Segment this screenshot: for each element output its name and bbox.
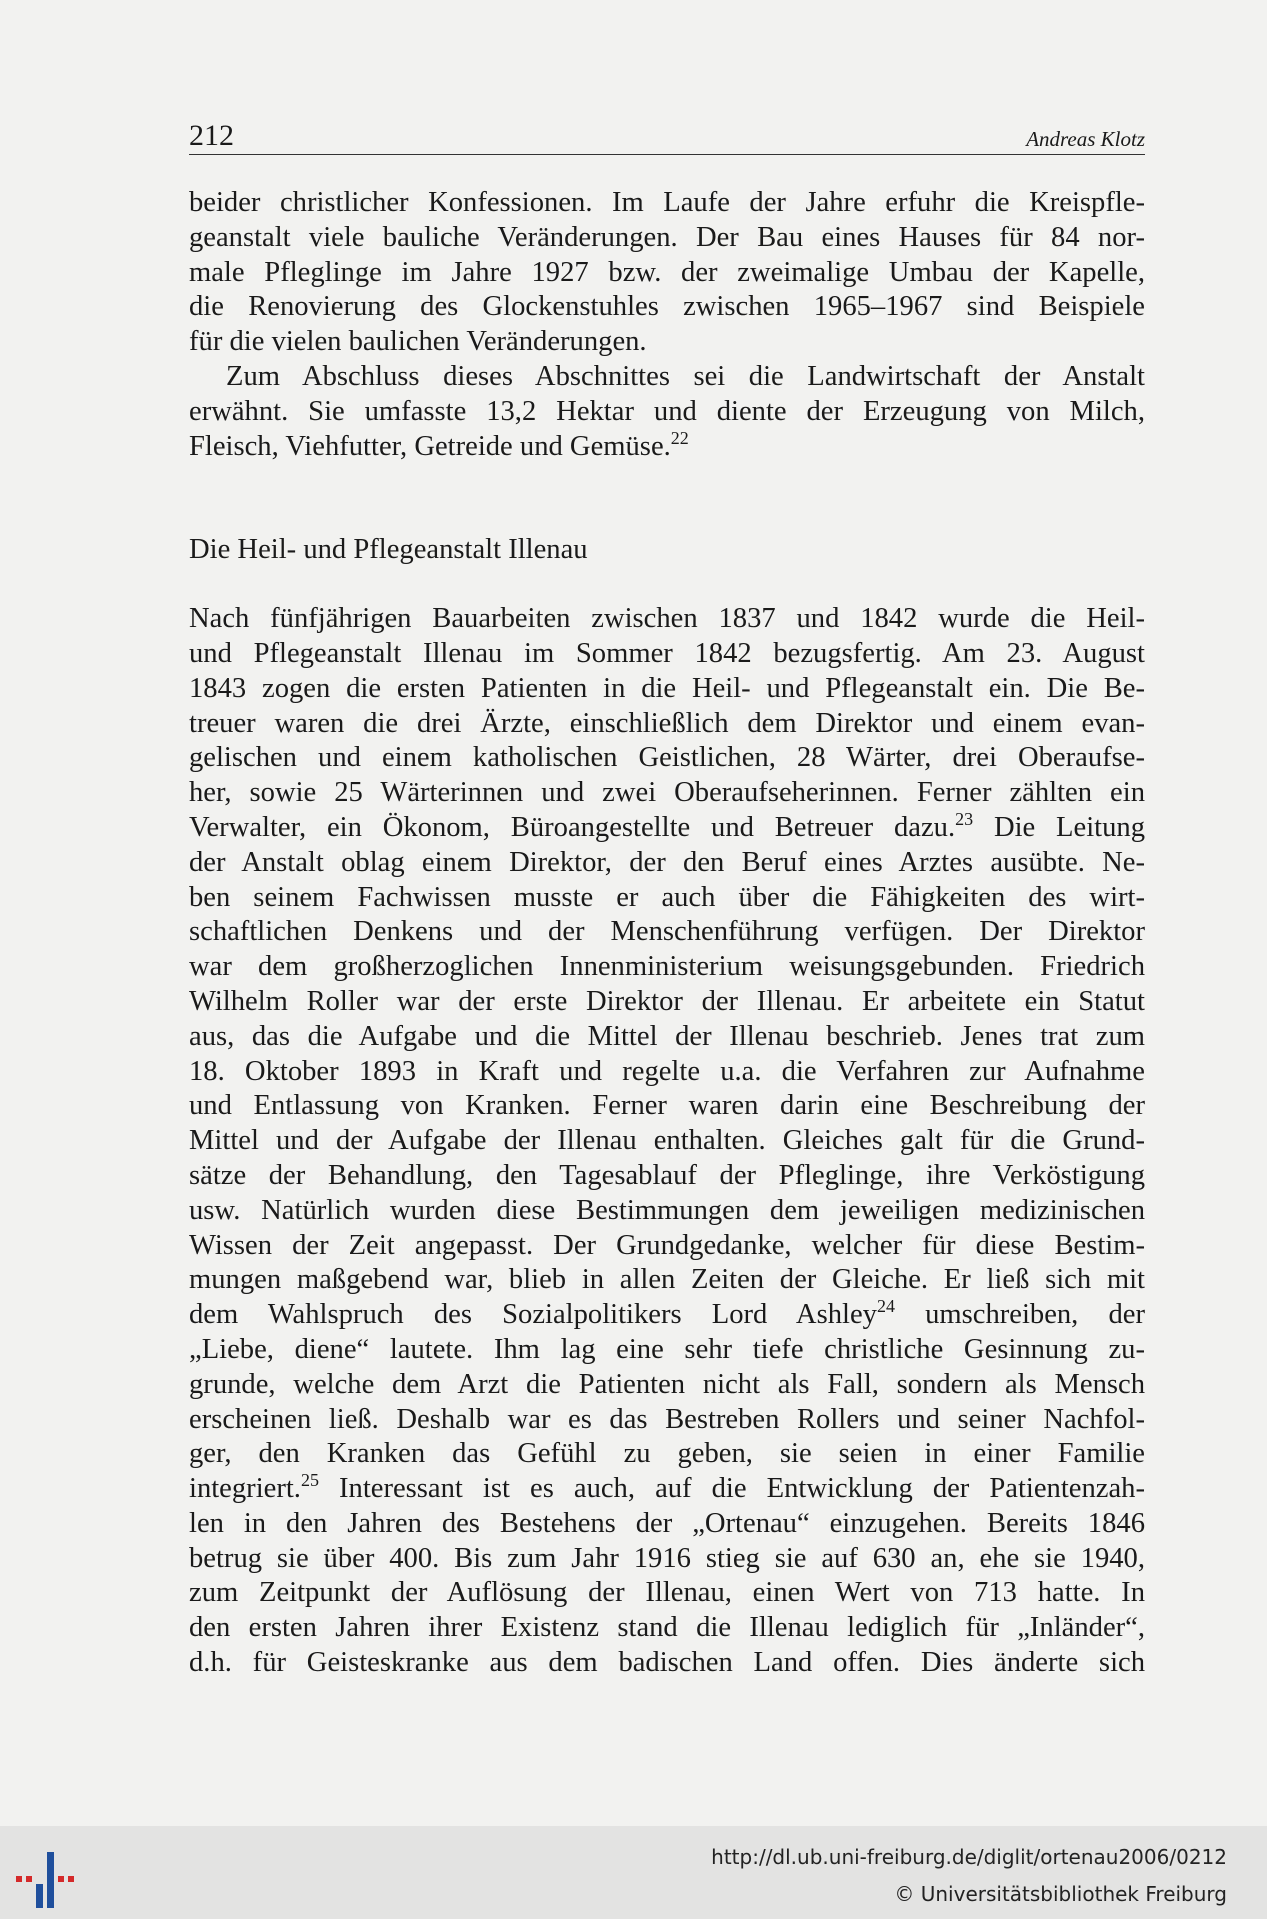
footnote-ref-22: 22 bbox=[670, 427, 689, 448]
footer-url-link[interactable]: http://dl.ub.uni-freiburg.de/diglit/ortenau2006/0212 bbox=[711, 1845, 1227, 1869]
text-line: male Pfleglinge im Jahre 1927 bzw. der zweimalige Umbau der Kapelle, bbox=[189, 256, 1145, 288]
text-line: Mittel und der Aufgabe der Illenau enthalten. Gleiches galt für die Grund- bbox=[189, 1125, 1145, 1157]
text-line: mungen maßgebend war, blieb in allen Zeiten der Gleiche. Er ließ sich mit bbox=[189, 1264, 1145, 1296]
footnote-ref-25: 25 bbox=[300, 1470, 319, 1491]
text-line: betrug sie über 400. Bis zum Jahr 1916 stieg sie auf 630 an, ehe sie 1940, bbox=[189, 1542, 1145, 1574]
text-line: aus, das die Aufgabe und die Mittel der Illenau beschrieb. Jenes trat zum bbox=[189, 1020, 1145, 1052]
text-line: Wissen der Zeit angepasst. Der Grundgedanke, welcher für diese Bestim- bbox=[189, 1229, 1145, 1261]
text-line: beider christlicher Konfessionen. Im Laufe der Jahre erfuhr die Kreispfle- bbox=[189, 187, 1145, 218]
text-line: und Pflegeanstalt Illenau im Sommer 1842 bezugsfertig. Am 23. August bbox=[189, 637, 1145, 669]
running-head-author: Andreas Klotz bbox=[1026, 127, 1145, 151]
text-line: treuer waren die drei Ärzte, einschließlich dem Direktor und einem evan- bbox=[189, 707, 1145, 739]
text-line: die Renovierung des Glockenstuhles zwischen 1965–1967 sind Beispiele bbox=[189, 291, 1145, 323]
text-line: 1843 zogen die ersten Patienten in die Heil- und Pflegeanstalt ein. Die Be- bbox=[189, 672, 1145, 704]
paragraph-1 bbox=[189, 186, 1145, 360]
text-line: schaftlichen Denkens und der Menschenführung verfügen. Der Direktor bbox=[189, 916, 1145, 948]
text-line: 18. Oktober 1893 in Kraft und regelte u.a. die Verfahren zur Aufnahme bbox=[189, 1055, 1145, 1087]
text-fragment: Die Leitung bbox=[973, 811, 1145, 843]
text-line: gelischen und einem katholischen Geistlichen, 28 Wärter, drei Oberaufse- bbox=[189, 742, 1145, 774]
text-fragment: Fleisch, Viehfutter, Getreide und Gemüse. bbox=[189, 430, 671, 462]
text-line: grunde, welche dem Arzt die Patienten nicht als Fall, sondern als Mensch bbox=[189, 1368, 1145, 1400]
text-line bbox=[189, 808, 1145, 846]
text-fragment: Interessant ist es auch, auf die Entwicklung der Patientenzah- bbox=[318, 1473, 1145, 1505]
body-text bbox=[189, 186, 1145, 1681]
ub-freiburg-logo-icon[interactable] bbox=[14, 1846, 84, 1910]
text-line: und Entlassung von Kranken. Ferner waren darin eine Beschreibung der bbox=[189, 1090, 1145, 1122]
text-fragment: integriert. bbox=[189, 1473, 301, 1505]
text-fragment: umschreiben, der bbox=[894, 1299, 1145, 1331]
text-fragment: dem Wahlspruch des Sozialpolitikers Lord Ashley bbox=[189, 1299, 877, 1331]
paragraph-2 bbox=[189, 360, 1145, 464]
footnote-ref-24: 24 bbox=[876, 1296, 895, 1317]
text-line: len in den Jahren des Bestehens der „Ortenau“ einzugehen. Bereits 1846 bbox=[189, 1507, 1145, 1539]
text-fragment: Verwalter, ein Ökonom, Büroangestellte und Betreuer dazu. bbox=[189, 811, 956, 843]
text-line: erscheinen ließ. Deshalb war es das Bestreben Rollers und seiner Nachfol- bbox=[189, 1403, 1145, 1435]
text-line: sätze der Behandlung, den Tagesablauf der Pfleglinge, ihre Verköstigung bbox=[189, 1159, 1145, 1191]
text-line: ben seinem Fachwissen musste er auch über die Fähigkeiten des wirt- bbox=[189, 881, 1145, 913]
text-line: ger, den Kranken das Gefühl zu geben, sie seien in einer Familie bbox=[189, 1438, 1145, 1470]
text-line: für die vielen baulichen Veränderungen. bbox=[189, 326, 647, 358]
text-line: zum Zeitpunkt der Auflösung der Illenau, einen Wert von 713 hatte. In bbox=[189, 1577, 1145, 1609]
text-line: her, sowie 25 Wärterinnen und zwei Oberaufseherinnen. Ferner zählten ein bbox=[189, 777, 1145, 809]
text-line: Nach fünfjährigen Bauarbeiten zwischen 1837 und 1842 wurde die Heil- bbox=[189, 603, 1145, 635]
text-line bbox=[189, 1472, 1145, 1507]
text-line: usw. Natürlich wurden diese Bestimmungen dem jeweiligen medizinischen bbox=[189, 1194, 1145, 1226]
text-line: Wilhelm Roller war der erste Direktor der Illenau. Er arbeitete ein Statut bbox=[189, 985, 1145, 1017]
page-header bbox=[189, 118, 1145, 155]
text-line: erwähnt. Sie umfasste 13,2 Hektar und diente der Erzeugung von Milch, bbox=[189, 395, 1145, 427]
text-line: geanstalt viele bauliche Veränderungen. Der Bau eines Hauses für 84 nor- bbox=[189, 221, 1145, 253]
text-line: den ersten Jahren ihrer Existenz stand die Illenau lediglich für „Inländer“, bbox=[189, 1612, 1145, 1644]
footer-bar bbox=[0, 1826, 1267, 1919]
paragraph-3 bbox=[189, 602, 1145, 1681]
text-line: d.h. für Geisteskranke aus dem badischen Land offen. Dies änderte sich bbox=[189, 1647, 1145, 1679]
footer-copyright: © Universitätsbibliothek Freiburg bbox=[894, 1882, 1227, 1906]
footnote-ref-23: 23 bbox=[955, 808, 974, 829]
text-line: der Anstalt oblag einem Direktor, der den Beruf eines Arztes ausübte. Ne- bbox=[189, 846, 1145, 878]
text-line: Zum Abschluss dieses Abschnittes sei die Landwirtschaft der Anstalt bbox=[226, 360, 1145, 392]
text-line bbox=[189, 427, 1145, 465]
text-line bbox=[189, 1298, 1145, 1333]
text-line: war dem großherzoglichen Innenministerium weisungsgebunden. Friedrich bbox=[189, 951, 1145, 983]
section-heading: Die Heil- und Pflegeanstalt Illenau bbox=[189, 534, 588, 566]
page-number: 212 bbox=[189, 119, 234, 152]
text-line: „Liebe, diene“ lautete. Ihm lag eine sehr tiefe christliche Gesinnung zu- bbox=[189, 1333, 1145, 1365]
